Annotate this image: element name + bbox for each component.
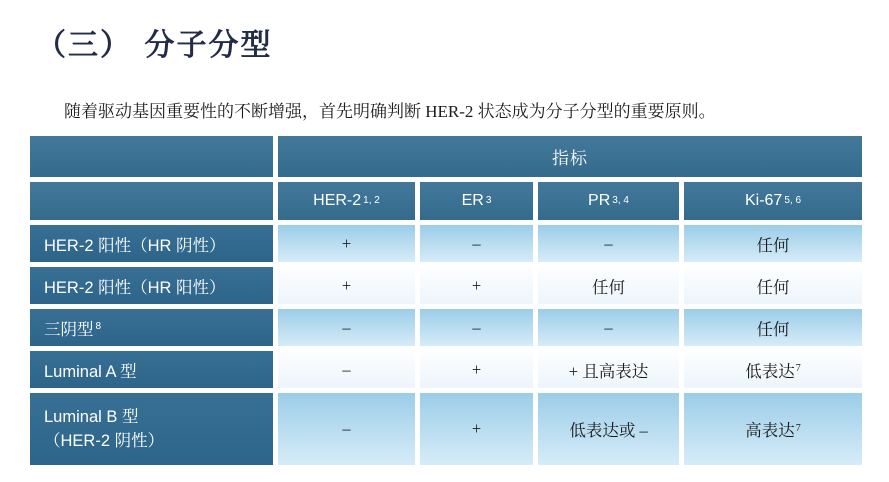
cell-value: + [341, 233, 352, 253]
cell-value: 低表达 [745, 361, 795, 381]
cell-value: 任何 [756, 235, 790, 255]
table-cell [684, 225, 862, 262]
row-label-footnote: 8 [95, 321, 102, 332]
row-label-luminal-b [30, 393, 273, 465]
cell-value: – [472, 317, 481, 337]
cell-value: + [471, 419, 482, 438]
cell-value: – [604, 233, 613, 253]
cell-value: 低表达或 – [569, 421, 648, 440]
column-header-her2 [278, 182, 415, 220]
column-header-er-label: ER [461, 192, 484, 209]
cell-value: – [342, 419, 351, 438]
column-header-her2-label: HER-2 [313, 192, 362, 209]
table-cell [684, 351, 862, 388]
column-header-pr [538, 182, 679, 220]
table-cell [684, 309, 862, 346]
column-header-ki67 [684, 182, 862, 220]
table-cell [538, 267, 679, 304]
page-title: （三） 分子分型 [36, 28, 273, 63]
row-label-text: Luminal A 型 [44, 362, 137, 381]
column-header-pr-footnote: 3, 4 [612, 194, 629, 206]
row-label-text: Luminal B 型 [44, 407, 139, 426]
column-header-ki67-footnote: 5, 6 [784, 194, 802, 206]
table-cell [420, 393, 533, 465]
table-cell [420, 309, 533, 346]
table-cell [538, 309, 679, 346]
cell-footnote: 7 [795, 422, 801, 434]
table-cell [538, 393, 679, 465]
table-cell [420, 267, 533, 304]
cell-value: 任何 [756, 277, 790, 297]
cell-footnote: 7 [795, 363, 801, 374]
column-header-ki67-label: Ki-67 [744, 192, 783, 209]
row-label-triple-negative [30, 309, 273, 346]
table-cell [278, 225, 415, 262]
table-cell [538, 351, 679, 388]
table-cell [684, 267, 862, 304]
column-header-er-footnote: 3 [485, 194, 492, 206]
row-label-her2-pos-hr-pos [30, 267, 273, 304]
cell-value: 任何 [756, 319, 790, 339]
column-header-her2-footnote: 1, 2 [363, 194, 380, 206]
row-label-text: 三阴型 [44, 320, 94, 339]
intro-paragraph: 随着驱动基因重要性的不断增强，首先明确判断 HER-2 状态成为分子分型的重要原则。 [64, 102, 716, 121]
cell-value: – [342, 359, 351, 379]
table-cell [684, 393, 862, 465]
row-label-text: HER-2 阳性（HR 阴性） [44, 236, 226, 255]
table-cell [420, 225, 533, 262]
column-header-pr-label: PR [588, 192, 611, 209]
cell-value: – [472, 233, 481, 253]
cell-value: – [342, 317, 351, 337]
cell-value: + [341, 275, 352, 295]
column-header-er [420, 182, 533, 220]
cell-value: – [604, 317, 613, 337]
row-label-her2-pos-hr-neg [30, 225, 273, 262]
cell-value: 高表达 [745, 421, 795, 440]
group-header-indicators: 指标 [278, 136, 862, 177]
table-corner-cell-2 [30, 182, 273, 220]
cell-value: + 且高表达 [568, 361, 649, 381]
table-corner-cell [30, 136, 273, 177]
cell-value: 任何 [592, 277, 625, 297]
table-cell [278, 393, 415, 465]
row-label-line2: （HER-2 阴性） [44, 431, 165, 450]
cell-value: + [471, 359, 482, 379]
molecular-subtype-table [30, 136, 862, 465]
row-label-luminal-a [30, 351, 273, 388]
table-cell [420, 351, 533, 388]
row-label-text: HER-2 阳性（HR 阳性） [44, 278, 226, 297]
table-cell [278, 351, 415, 388]
table-cell [278, 267, 415, 304]
cell-value: + [471, 275, 482, 295]
table-cell [538, 225, 679, 262]
table-cell [278, 309, 415, 346]
